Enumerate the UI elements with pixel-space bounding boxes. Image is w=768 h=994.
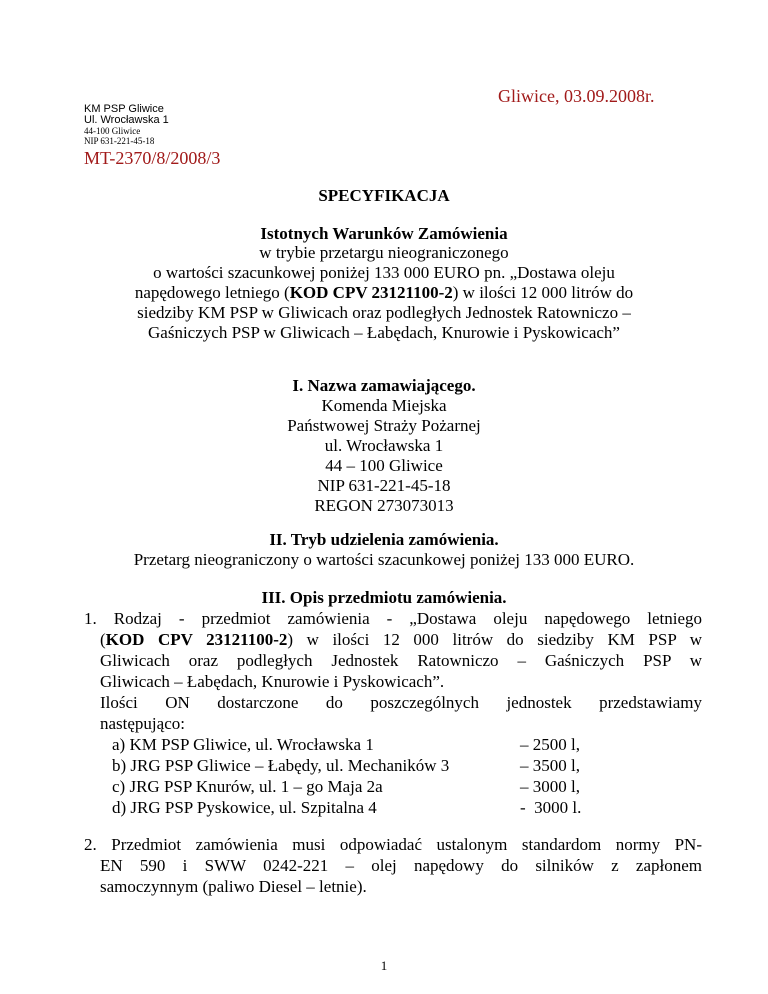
item-text: ( [100, 630, 106, 649]
item-1-line: następująco: [100, 714, 185, 733]
page-number: 1 [380, 958, 388, 973]
sender-city: 44-100 Gliwice [84, 126, 141, 136]
subtitle-text: Istotnych Warunków Zamówienia [260, 224, 508, 243]
intro-line: Gaśniczych PSP w Gliwicach – Łabędach, Knurowie i Pyskowicach” [148, 323, 620, 342]
authority-line: Państwowej Straży Pożarnej [287, 416, 481, 435]
item-text: ) w ilości 12 000 litrów do siedziby KM PSP w [287, 630, 702, 649]
item-1-line: Ilości ON dostarczone do poszczególnych jednostek przedstawiamy [100, 693, 702, 712]
intro-line: w trybie przetargu nieograniczonego [259, 243, 509, 262]
document-date: Gliwice, 03.09.2008r. [498, 86, 655, 106]
reference-number: MT-2370/8/2008/3 [84, 148, 221, 168]
intro-line: o wartości szacunkowej poniżej 133 000 EURO pn. „Dostawa oleju [153, 263, 615, 282]
authority-line: NIP 631-221-45-18 [317, 476, 451, 495]
intro-line: siedziby KM PSP w Gliwicach oraz podległych Jednostek Ratowniczo – [137, 303, 631, 322]
contracting-authority [0, 396, 768, 516]
section-2-text: Przetarg nieograniczony o wartości szacunkowej poniżej 133 000 EURO. [133, 550, 635, 569]
item-1-line: Gliwicach – Łabędach, Knurowie i Pyskowicach”. [100, 672, 445, 691]
section-3-heading-text: III. Opis przedmiotu zamówienia. [261, 588, 507, 607]
section-2-heading-text: II. Tryb udzielenia zamówienia. [269, 530, 499, 549]
intro-paragraph [0, 243, 768, 343]
intro-line [0, 283, 768, 303]
document-subtitle [0, 224, 768, 244]
section-2-heading [0, 530, 768, 550]
sender-nip: NIP 631-221-45-18 [84, 136, 155, 146]
cpv-code: KOD CPV 23121100-2 [289, 283, 453, 302]
delivery-quantity: - 3000 l. [520, 798, 582, 817]
document-title [0, 186, 768, 206]
intro-text: napędowego letniego ( [134, 283, 290, 302]
delivery-place: a) KM PSP Gliwice, ul. Wrocławska 1 [112, 735, 374, 754]
authority-line: 44 – 100 Gliwice [325, 456, 443, 475]
item-2-line: samoczynnym (paliwo Diesel – letnie). [100, 877, 367, 896]
item-2-line: 2. Przedmiot zamówienia musi odpowiadać ustalonym standardom normy PN- [84, 835, 702, 854]
delivery-place: b) JRG PSP Gliwice – Łabędy, ul. Mechaników 3 [112, 756, 450, 775]
delivery-quantity: – 2500 l, [520, 735, 580, 754]
section-1-heading-text: I. Nazwa zamawiającego. [292, 376, 476, 395]
title-text: SPECYFIKACJA [318, 186, 450, 205]
cpv-code: KOD CPV 23121100-2 [105, 630, 288, 649]
delivery-place: d) JRG PSP Pyskowice, ul. Szpitalna 4 [112, 798, 377, 817]
item-1-line: 1. Rodzaj - przedmiot zamówienia - „Dostawa oleju napędowego letniego [84, 609, 702, 628]
item-2-line: EN 590 i SWW 0242-221 – olej napędowy do silników z zapłonem [100, 856, 702, 875]
sender-address [84, 104, 169, 146]
authority-line: REGON 273073013 [314, 496, 454, 515]
delivery-quantity: – 3500 l, [520, 756, 580, 775]
section-1-heading [0, 376, 768, 396]
sender-name: KM PSP Gliwice [84, 103, 164, 115]
authority-line: Komenda Miejska [321, 396, 447, 415]
section-3-heading [0, 588, 768, 608]
item-1-line [100, 629, 702, 650]
item-1-line: Gliwicach oraz podległych Jednostek Ratowniczo – Gaśniczych PSP w [100, 651, 702, 670]
sender-street: Ul. Wrocławska 1 [84, 114, 169, 126]
authority-line: ul. Wrocławska 1 [324, 436, 444, 455]
intro-text: ) w ilości 12 000 litrów do [452, 283, 634, 302]
delivery-quantity: – 3000 l, [520, 777, 580, 796]
delivery-place: c) JRG PSP Knurów, ul. 1 – go Maja 2a [112, 777, 383, 796]
